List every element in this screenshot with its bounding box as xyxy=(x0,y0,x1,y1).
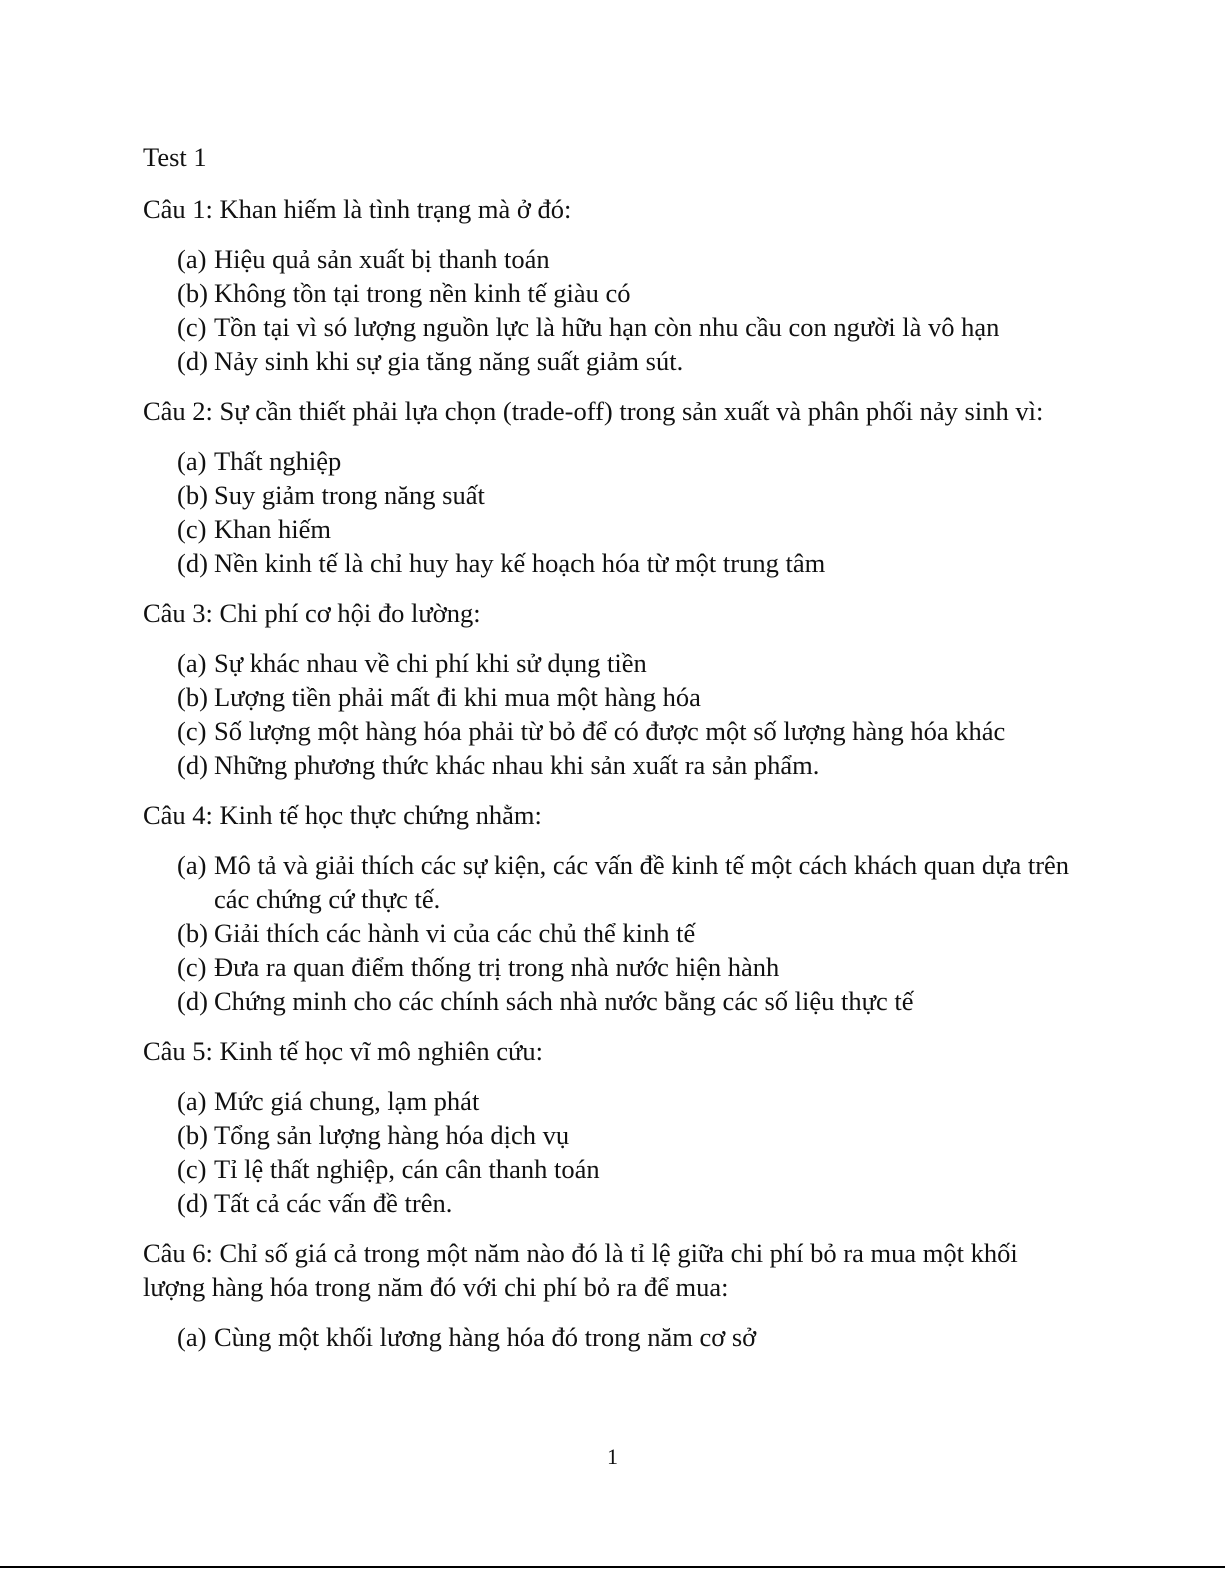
option-letter: (c) xyxy=(177,1154,207,1184)
option-text: Nền kinh tế là chỉ huy hay kế hoạch hóa từ một trung tâm xyxy=(214,548,826,578)
option-item xyxy=(177,848,1073,916)
question-4 xyxy=(143,798,1073,1018)
option-item xyxy=(177,950,1073,984)
option-letter: (b) xyxy=(177,918,208,948)
question-6 xyxy=(143,1236,1073,1354)
option-text: Hiệu quả sản xuất bị thanh toán xyxy=(214,244,550,274)
option-letter: (c) xyxy=(177,514,207,544)
option-text: Khan hiếm xyxy=(214,514,332,544)
option-item xyxy=(177,478,1073,512)
option-item xyxy=(177,916,1073,950)
option-text: Những phương thức khác nhau khi sản xuất ra sản phẩm. xyxy=(214,750,820,780)
option-text: Mô tả và giải thích các sự kiện, các vấn đề kinh tế một cách khách quan dựa trên các chứng cứ thực tế. xyxy=(214,850,1070,914)
options-list xyxy=(143,1084,1073,1220)
option-letter: (b) xyxy=(177,1120,208,1150)
option-letter: (b) xyxy=(177,682,208,712)
option-text: Thất nghiệp xyxy=(214,446,342,476)
question-text: Câu 2: Sự cần thiết phải lựa chọn (trade-off) trong sản xuất và phân phối nảy sinh vì: xyxy=(143,396,1044,426)
options-list xyxy=(143,242,1073,378)
question-text: Câu 4: Kinh tế học thực chứng nhằm: xyxy=(143,800,542,830)
option-text: Chứng minh cho các chính sách nhà nước bằng các số liệu thực tế xyxy=(214,986,914,1016)
option-item xyxy=(177,714,1073,748)
option-item xyxy=(177,310,1073,344)
option-text: Giải thích các hành vi của các chủ thể kinh tế xyxy=(214,918,696,948)
option-item xyxy=(177,1118,1073,1152)
option-letter: (b) xyxy=(177,278,208,308)
option-item xyxy=(177,646,1073,680)
page-bottom-edge xyxy=(0,1566,1225,1568)
option-letter: (c) xyxy=(177,312,207,342)
option-letter: (d) xyxy=(177,750,208,780)
option-item xyxy=(177,1152,1073,1186)
option-text: Nảy sinh khi sự gia tăng năng suất giảm sút. xyxy=(214,346,684,376)
options-list xyxy=(143,1320,1073,1354)
option-text: Số lượng một hàng hóa phải từ bỏ để có được một số lượng hàng hóa khác xyxy=(214,716,1006,746)
option-item xyxy=(177,748,1073,782)
options-list xyxy=(143,848,1073,1018)
question-text: Câu 6: Chỉ số giá cả trong một năm nào đó là tỉ lệ giữa chi phí bỏ ra mua một khối lượng hàng hóa trong năm đó với chi phí bỏ ra để mua: xyxy=(143,1238,1018,1302)
option-letter: (a) xyxy=(177,850,207,880)
option-text: Tỉ lệ thất nghiệp, cán cân thanh toán xyxy=(214,1154,600,1184)
option-letter: (a) xyxy=(177,244,207,274)
question-3 xyxy=(143,596,1073,782)
option-text: Tổng sản lượng hàng hóa dịch vụ xyxy=(214,1120,570,1150)
option-item xyxy=(177,546,1073,580)
option-letter: (d) xyxy=(177,548,208,578)
option-text: Không tồn tại trong nền kinh tế giàu có xyxy=(214,278,631,308)
option-item xyxy=(177,344,1073,378)
option-text: Tất cả các vấn đề trên. xyxy=(214,1188,453,1218)
option-text: Cùng một khối lương hàng hóa đó trong năm cơ sở xyxy=(214,1322,757,1352)
option-letter: (c) xyxy=(177,716,207,746)
option-letter: (a) xyxy=(177,648,207,678)
option-text: Lượng tiền phải mất đi khi mua một hàng hóa xyxy=(214,682,701,712)
option-item xyxy=(177,512,1073,546)
question-text: Câu 1: Khan hiếm là tình trạng mà ở đó: xyxy=(143,194,572,224)
test-title: Test 1 xyxy=(143,142,207,172)
option-text: Đưa ra quan điểm thống trị trong nhà nước hiện hành xyxy=(214,952,780,982)
question-2 xyxy=(143,394,1073,580)
page-number: 1 xyxy=(607,1444,618,1469)
option-text: Suy giảm trong năng suất xyxy=(214,480,485,510)
option-text: Tồn tại vì só lượng nguồn lực là hữu hạn còn nhu cầu con người là vô hạn xyxy=(214,312,1000,342)
question-1 xyxy=(143,192,1073,378)
option-letter: (d) xyxy=(177,1188,208,1218)
option-letter: (d) xyxy=(177,346,208,376)
option-item xyxy=(177,242,1073,276)
option-text: Sự khác nhau về chi phí khi sử dụng tiền xyxy=(214,648,647,678)
option-letter: (a) xyxy=(177,1086,207,1116)
options-list xyxy=(143,444,1073,580)
option-item xyxy=(177,276,1073,310)
option-item xyxy=(177,1320,1073,1354)
option-letter: (d) xyxy=(177,986,208,1016)
option-item xyxy=(177,680,1073,714)
option-letter: (a) xyxy=(177,446,207,476)
option-item xyxy=(177,444,1073,478)
document-page xyxy=(143,140,1073,1370)
options-list xyxy=(143,646,1073,782)
option-item xyxy=(177,984,1073,1018)
question-text: Câu 5: Kinh tế học vĩ mô nghiên cứu: xyxy=(143,1036,544,1066)
option-letter: (a) xyxy=(177,1322,207,1352)
option-text: Mức giá chung, lạm phát xyxy=(214,1086,480,1116)
option-letter: (c) xyxy=(177,952,207,982)
option-item xyxy=(177,1084,1073,1118)
question-text: Câu 3: Chi phí cơ hội đo lường: xyxy=(143,598,481,628)
question-5 xyxy=(143,1034,1073,1220)
option-letter: (b) xyxy=(177,480,208,510)
option-item xyxy=(177,1186,1073,1220)
